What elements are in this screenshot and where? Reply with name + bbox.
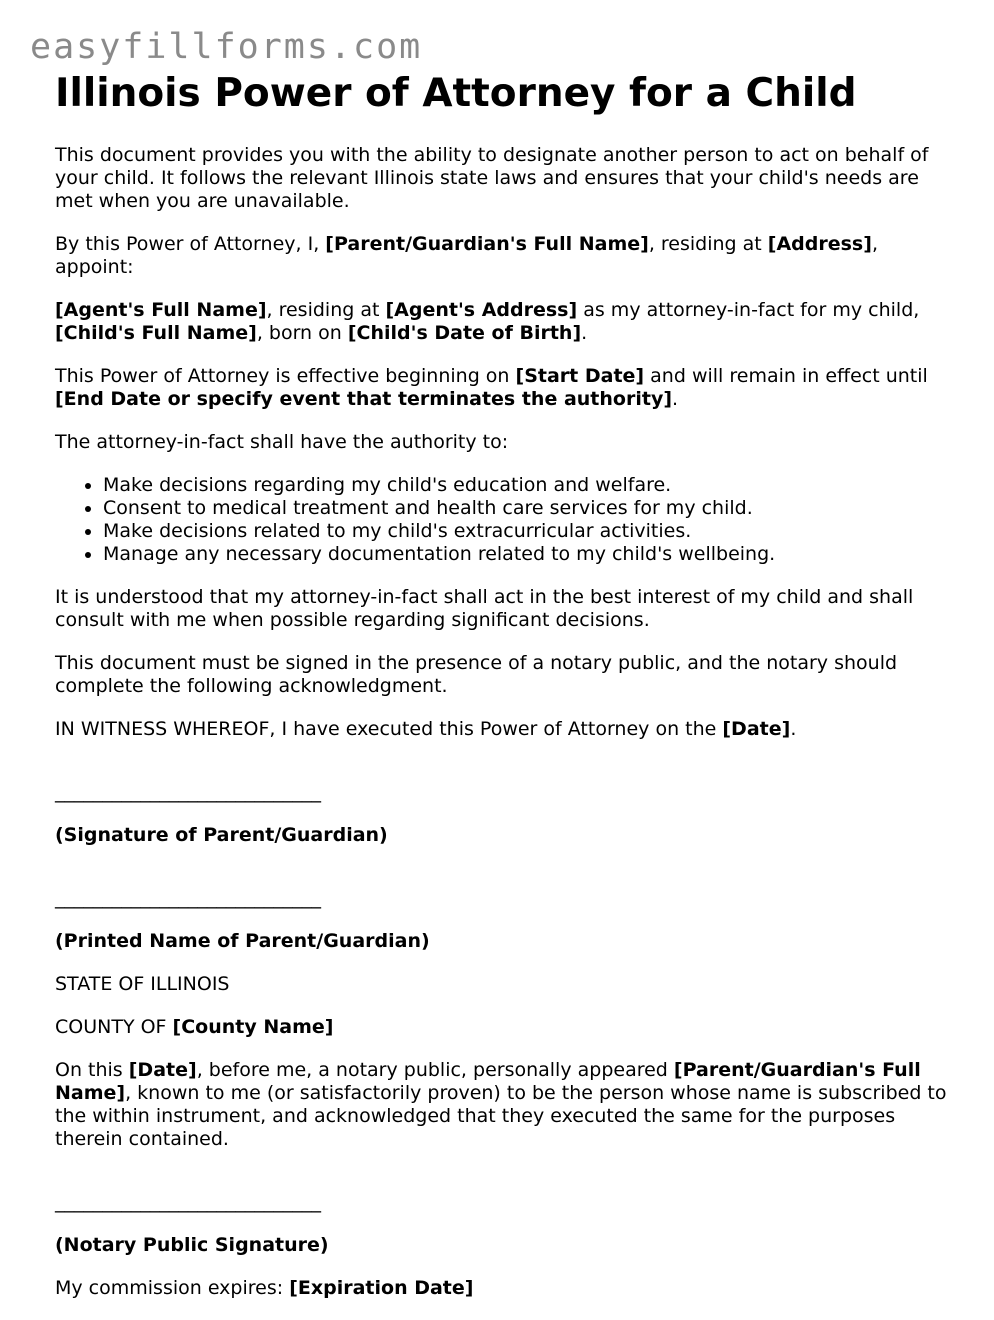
- watermark-logo-text: easyfillforms.com: [30, 27, 423, 67]
- list-item: • Manage any necessary documentation related to my child's wellbeing.: [103, 543, 950, 566]
- parent-name-placeholder: [Parent/Guardian's Full Name]: [325, 233, 649, 255]
- expiration-date-placeholder: [Expiration Date]: [289, 1277, 474, 1299]
- authority-intro: The attorney-in-fact shall have the authority to:: [55, 431, 509, 453]
- intro-paragraph: This document provides you with the ability to designate another person to act on behalf of your child. It follows the relevant Illinois state laws and ensures that your child's needs are met when you are unavailable.: [55, 144, 929, 212]
- county-heading: COUNTY OF [County Name]: [55, 1016, 334, 1038]
- notary-acknowledgment-paragraph: On this [Date], before me, a notary public, personally appeared [Parent/Guardian's Full Name], known to me (or satisfactorily proven) to be the person whose name is subscribed to the within instrument, and acknowledged that they executed the same for the purposes therein contained.: [55, 1059, 947, 1150]
- child-dob-placeholder: [Child's Date of Birth]: [347, 322, 582, 344]
- printed-name-label: (Printed Name of Parent/Guardian): [55, 930, 430, 952]
- notary-signature-label: (Notary Public Signature): [55, 1234, 329, 1256]
- authority-list: [55, 474, 950, 566]
- document-title: Illinois Power of Attorney for a Child: [55, 71, 857, 116]
- list-item: • Make decisions regarding my child's education and welfare.: [103, 474, 950, 497]
- agent-name-placeholder: [Agent's Full Name]: [55, 299, 267, 321]
- effective-paragraph: This Power of Attorney is effective beginning on [Start Date] and will remain in effect until [End Date or specify event that terminates the authority].: [55, 365, 928, 410]
- ack-parent-name-placeholder: [Parent/Guardian's Full Name]: [55, 1059, 921, 1104]
- end-date-placeholder: [End Date or specify event that terminates the authority]: [55, 388, 673, 410]
- commission-paragraph: My commission expires: [Expiration Date]: [55, 1277, 474, 1299]
- start-date-placeholder: [Start Date]: [515, 365, 645, 387]
- county-name-placeholder: [County Name]: [172, 1016, 334, 1038]
- list-item: • Make decisions related to my child's extracurricular activities.: [103, 520, 950, 543]
- agent-address-placeholder: [Agent's Address]: [385, 299, 578, 321]
- parent-signature-label: (Signature of Parent/Guardian): [55, 824, 388, 846]
- agent-paragraph: [Agent's Full Name], residing at [Agent's Address] as my attorney-in-fact for my child, [Child's Full Name], born on [Child's Date of Birth].: [55, 299, 920, 344]
- list-item: • Consent to medical treatment and health care services for my child.: [103, 497, 950, 520]
- witness-date-placeholder: [Date]: [722, 718, 791, 740]
- printed-name-line: ____________________________: [55, 887, 321, 909]
- parent-signature-line: ____________________________: [55, 781, 321, 803]
- witness-paragraph: IN WITNESS WHEREOF, I have executed this Power of Attorney on the [Date].: [55, 718, 797, 740]
- document-body: [55, 72, 950, 1320]
- child-name-placeholder: [Child's Full Name]: [55, 322, 257, 344]
- state-heading: STATE OF ILLINOIS: [55, 973, 230, 995]
- notary-signature-line: ____________________________: [55, 1191, 321, 1213]
- ack-date-placeholder: [Date]: [128, 1059, 197, 1081]
- appoint-paragraph: By this Power of Attorney, I, [Parent/Guardian's Full Name], residing at [Address], appoint:: [55, 233, 878, 278]
- notary-required-paragraph: This document must be signed in the presence of a notary public, and the notary should complete the following acknowledgment.: [55, 652, 898, 697]
- understood-paragraph: It is understood that my attorney-in-fact shall act in the best interest of my child and shall consult with me when possible regarding significant decisions.: [55, 586, 914, 631]
- address-placeholder: [Address]: [767, 233, 872, 255]
